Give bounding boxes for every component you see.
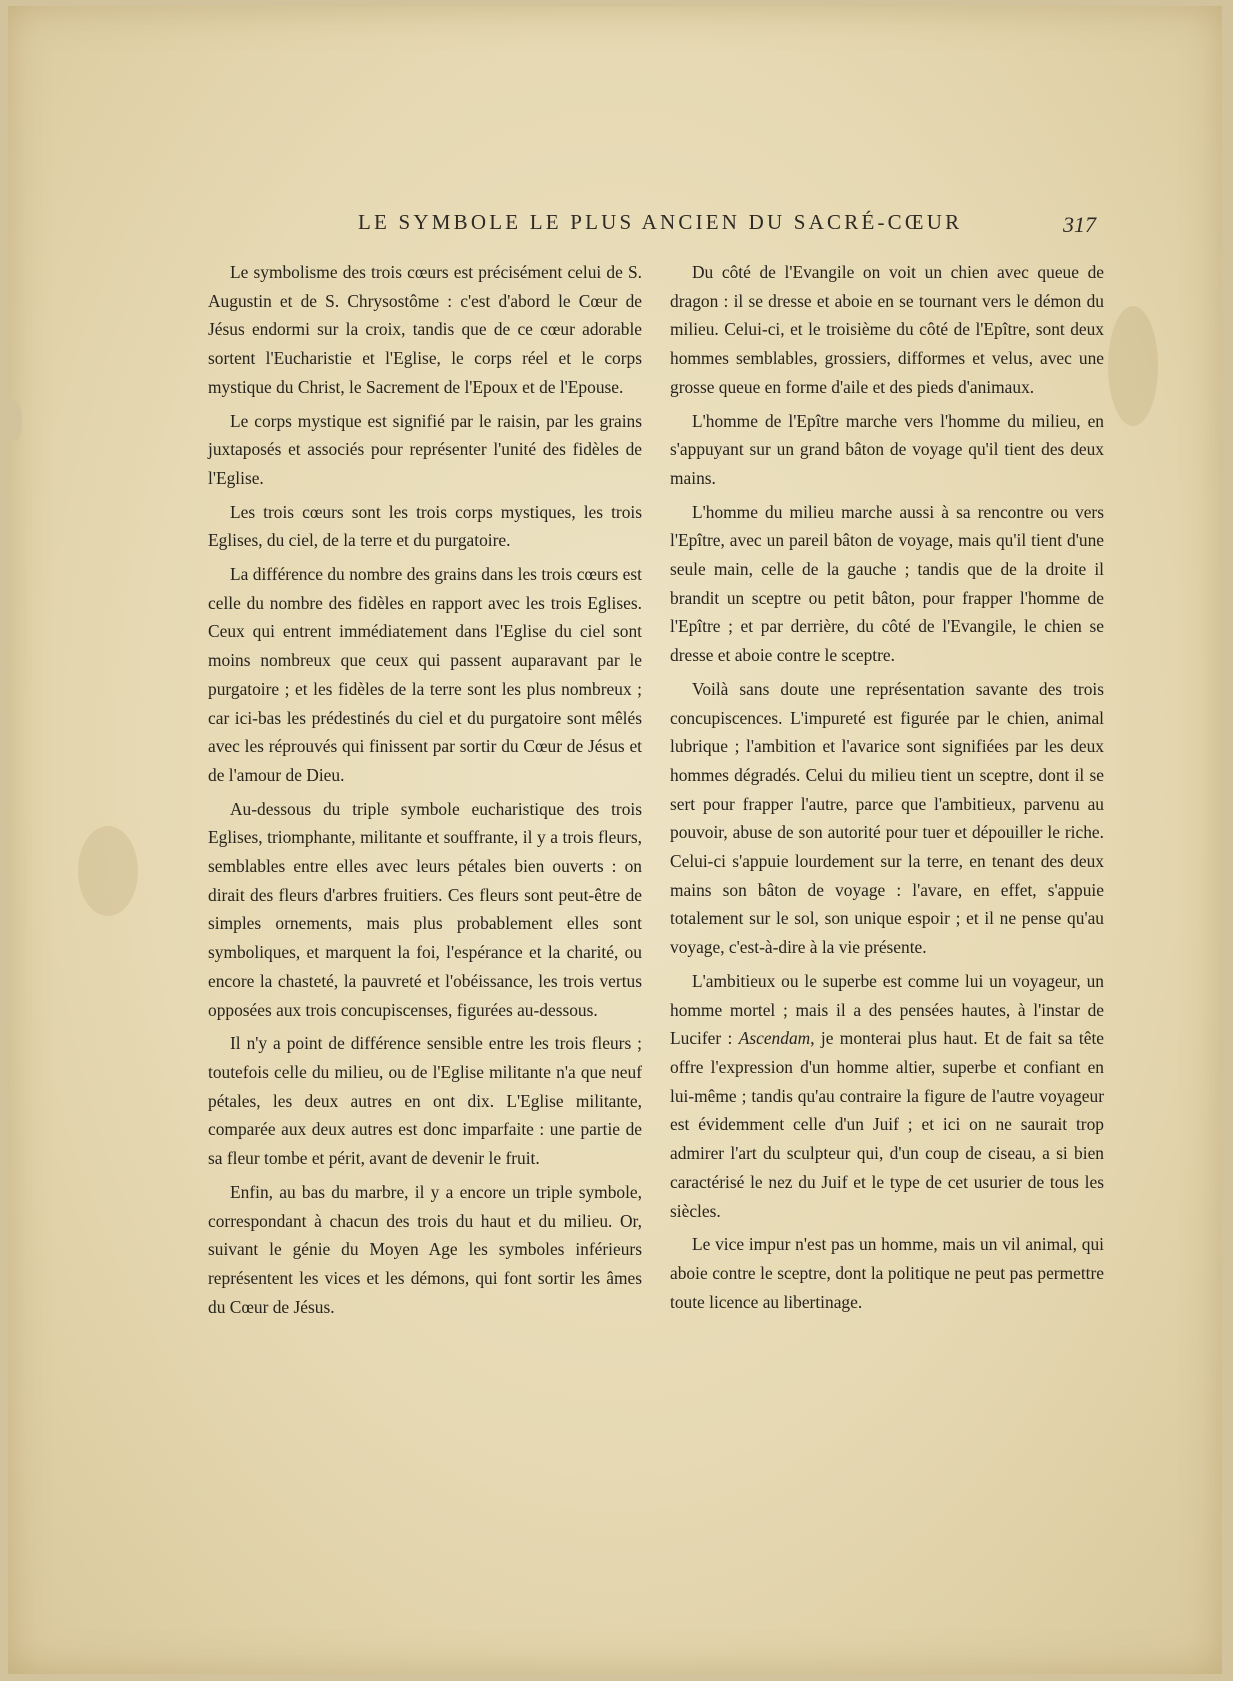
paragraph: Enfin, au bas du marbre, il y a encore un triple symbole, correspondant à chacun des trois du haut et du milieu. Or, suivant le génie du Moyen Age les symboles inférieurs représentent les vices et les démons, qui font sortir les âmes du Cœur de Jésus. [208,1181,642,1317]
paragraph: Le corps mystique est signifié par le raisin, par les grains juxtaposés et associés pour représenter l'unité des fidèles de l'Eglise. [208,410,642,488]
paper-stain [1108,306,1158,426]
paragraph: La différence du nombre des grains dans les trois cœurs est celle du nombre des fidèles en rapport avec les trois Eglises. Ceux qui entrent immédiatement dans l'Eglise du ciel sont moins nombreux que ceux qui passent auparavant par le purgatoire ; et les fidèles de la terre sont les plus nombreux ; car ici-bas les prédestinés du ciel et du purgatoire sont mêlés avec les réprouvés qui finissent par sortir du Cœur de Jésus et de l'amour de Dieu. [208,564,642,785]
paragraph: Il n'y a point de différence sensible entre les trois fleurs ; toutefois celle du milieu, ou de l'Eglise militante n'a que neuf pétales, les deux autres en ont dix. L'Eglise militante, comparée aux deux autres est donc imparfaite : une partie de sa fleur tombe et périt, avant de devenir le fruit. [208,1033,642,1169]
paragraph: Le symbolisme des trois cœurs est précisément celui de S. Augustin et de S. Chrysostôme : c'est d'abord le Cœur de Jésus endormi sur la croix, tandis que de ce cœur adorable sortent l'Eucharistie et l'Eglise, le corps réel et le corps mystique du Christ, le Sacrement de l'Epoux et de l'Epouse. [208,262,642,397]
paragraph: Le vice impur n'est pas un homme, mais un vil animal, qui aboie contre le sceptre, dont la politique ne peut pas permettre toute licence au libertinage. [670,1234,1104,1312]
page-number: 317 [1063,212,1096,237]
left-column [208,258,642,1326]
paragraph: L'ambitieux ou le superbe est comme lui un voyageur, un homme mortel ; mais il a des pensées hautes, à l'instar de Lucifer : Ascendam, je monterai plus haut. Et de fait sa tête offre l'expression d'un homme altier, superbe et confiant en lui-même ; tandis qu'au contraire la figure de l'autre voyageur est évidemment celle d'un Juif ; et ici on ne saurait trop admirer l'art du sculpteur qui, d'un coup de ciseau, a si bien caractérisé le nez du Juif et le type de cet usurier de tous les siècles. [670,970,1104,1221]
paragraph: L'homme de l'Epître marche vers l'homme du milieu, en s'appuyant sur un grand bâton de voyage qu'il tient des deux mains. [670,410,1104,488]
paragraph: Voilà sans doute une représentation savante des trois concupiscences. L'impureté est figurée par le chien, animal lubrique ; l'ambition et l'avarice sont signifiées par les deux hommes dégradés. Celui du milieu tient un sceptre, dont il se sert pour frapper l'autre, parce que l'ambitieux, parvenu au pouvoir, abuse de son autorité pour tuer et dépouiller le riche. Celui-ci s'appuie lourdement sur la terre, en tenant des deux mains son bâton de voyage : l'avare, en effet, s'appuie totalement sur le sol, son unique espoir ; et il ne pense qu'au voyage, c'est-à-dire à la vie présente. [670,678,1104,958]
torn-edge [8,401,22,441]
right-column [670,258,1104,1321]
paragraph: L'homme du milieu marche aussi à sa rencontre ou vers l'Epître, avec un pareil bâton de voyage, mais qu'il tient d'une seule main, celle de la gauche ; tandis que de la droite il brandit un sceptre ou petit bâton, pour frapper l'homme de l'Epître ; et par derrière, du côté de l'Evangile, le chien se dresse et aboie contre le sceptre. [670,501,1104,666]
paragraph: Du côté de l'Evangile on voit un chien avec queue de dragon : il se dresse et aboie en se tournant vers le démon du milieu. Celui-ci, et le troisième du côté de l'Epître, sont deux hommes semblables, grossiers, difformes et velus, avec une grosse queue en forme d'aile et des pieds d'animaux. [670,262,1104,397]
paper-stain [78,826,138,916]
latin-quote: Ascendam [738,1028,811,1049]
running-title: LE SYMBOLE LE PLUS ANCIEN DU SACRÉ-CŒUR [358,210,963,234]
paper-page [8,6,1222,1674]
paragraph: Au-dessous du triple symbole eucharistique des trois Eglises, triomphante, militante et souffrante, il y a trois fleurs, semblables entre elles avec leurs pétales bien ouverts : on dirait des fleurs d'arbres fruitiers. Ces fleurs sont peut-être de simples ornements, mais plus probablement elles sont symboliques, et marquent la foi, l'espérance et la charité, ou encore la chasteté, la pauvreté et l'obéissance, les trois vertus opposées aux trois concupiscenses, figurées au-dessous. [208,798,642,1020]
paragraph: Les trois cœurs sont les trois corps mystiques, les trois Eglises, du ciel, de la terre et du purgatoire. [208,501,642,551]
page-header [208,210,1108,240]
